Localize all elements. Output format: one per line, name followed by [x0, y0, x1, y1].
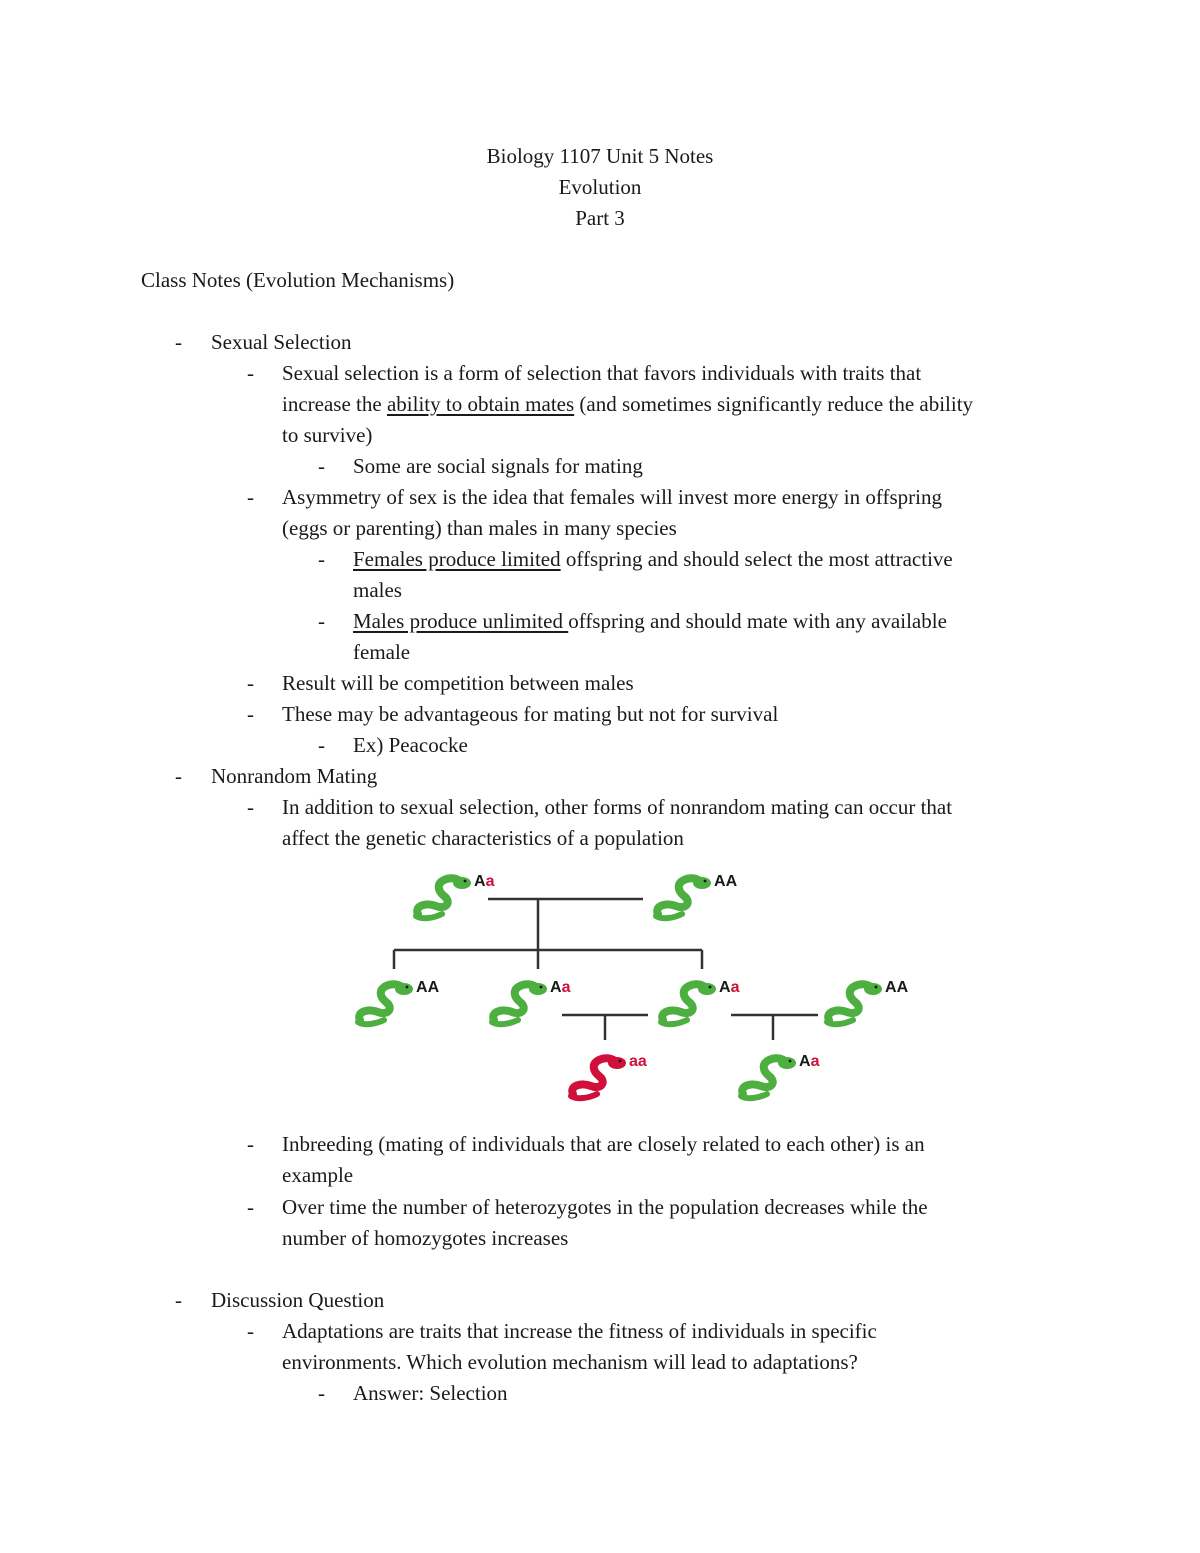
- result-note: Result will be competition between males: [282, 671, 634, 695]
- sexual-selection-definition-line2: [282, 389, 973, 420]
- snake-head-icon: [608, 1057, 626, 1069]
- nonrandom-line2: affect the genetic characteristics of a population: [282, 826, 684, 850]
- sexual-selection-definition-line1: Sexual selection is a form of selection that favors individuals with traits that: [282, 361, 922, 385]
- bullet-dash: -: [175, 764, 182, 788]
- snake-parent1: [416, 873, 495, 918]
- social-signals-note: Some are social signals for mating: [353, 454, 643, 478]
- snake-tail-icon: [661, 1020, 687, 1024]
- females-line2: males: [353, 578, 402, 602]
- snake-eye-icon: [704, 880, 707, 883]
- nonrandom-line1: In addition to sexual selection, other forms of nonrandom mating can occur that: [282, 795, 953, 819]
- snake-eye-icon: [464, 880, 467, 883]
- snake-eye-icon: [789, 1060, 792, 1063]
- genotype-label: [885, 979, 909, 996]
- bullet-dash: -: [247, 795, 254, 819]
- overtime-line2: number of homozygotes increases: [282, 1226, 569, 1250]
- snake-head-icon: [778, 1057, 796, 1069]
- example-note: Ex) Peacocke: [353, 733, 468, 757]
- snake-grand1: [571, 1053, 647, 1098]
- text-fragment: (and sometimes significantly reduce the ability: [574, 392, 974, 416]
- snake-tail-icon: [416, 914, 442, 918]
- inbreeding-line2: example: [282, 1163, 354, 1187]
- allele-2: A: [896, 979, 909, 996]
- bullet-dash: -: [247, 485, 254, 509]
- bullet-dash: -: [247, 1195, 254, 1219]
- snake-eye-icon: [540, 986, 543, 989]
- sexual-selection-definition-line3: to survive): [282, 423, 373, 447]
- allele-1: A: [719, 979, 731, 996]
- snake-child3: [661, 979, 740, 1024]
- bullet-dash: -: [247, 361, 254, 385]
- snake-head-icon: [453, 877, 471, 889]
- title-block: [0, 141, 1200, 234]
- allele-1: A: [550, 979, 562, 996]
- document-part: Part 3: [575, 206, 625, 230]
- genotype-label: [799, 1053, 820, 1070]
- snake-parent2: [656, 873, 738, 918]
- snake-head-icon: [698, 983, 716, 995]
- snake-tail-icon: [741, 1094, 767, 1098]
- discussion-question-line1: Adaptations are traits that increase the fitness of individuals in specific: [282, 1319, 877, 1343]
- snake-child1: [358, 979, 440, 1024]
- snake-eye-icon: [406, 986, 409, 989]
- snake-head-icon: [693, 877, 711, 889]
- advantage-note: These may be advantageous for mating but not for survival: [282, 702, 779, 726]
- underlined-phrase: ability to obtain mates: [386, 392, 575, 416]
- asymmetry-line1: Asymmetry of sex is the idea that females will invest more energy in offspring: [282, 485, 942, 509]
- bullet-dash: -: [318, 609, 325, 633]
- bullet-dash: -: [247, 1132, 254, 1156]
- bullet-dash: -: [247, 671, 254, 695]
- snake-tail-icon: [492, 1020, 518, 1024]
- nonrandom-heading: Nonrandom Mating: [211, 764, 378, 788]
- bullet-dash: -: [247, 1319, 254, 1343]
- allele-2: a: [810, 1053, 820, 1070]
- discussion-question-line2: environments. Which evolution mechanism will lead to adaptations?: [282, 1350, 858, 1374]
- bullet-dash: -: [247, 702, 254, 726]
- discussion-answer: Answer: Selection: [353, 1381, 508, 1405]
- males-line2: female: [353, 640, 411, 664]
- pedigree-lines: [394, 899, 818, 1040]
- text-fragment: offspring and should mate with any available: [568, 609, 947, 633]
- snake-mate: [827, 979, 909, 1024]
- section-heading: Class Notes (Evolution Mechanisms): [141, 268, 455, 292]
- allele-1: A: [416, 979, 428, 996]
- allele-2: a: [561, 979, 571, 996]
- allele-2: a: [485, 873, 495, 890]
- snake-tail-icon: [656, 914, 682, 918]
- genotype-label: [629, 1053, 647, 1070]
- bullet-dash: -: [175, 330, 182, 354]
- inbreeding-line1: Inbreeding (mating of individuals that are closely related to each other) is an: [282, 1132, 925, 1156]
- snake-tail-icon: [358, 1020, 384, 1024]
- bullet-dash: -: [318, 1381, 325, 1405]
- text-fragment: offspring and should select the most attractive: [560, 547, 953, 571]
- asymmetry-line2: (eggs or parenting) than males in many species: [282, 516, 677, 540]
- snake-eye-icon: [619, 1060, 622, 1063]
- snake-tail-icon: [571, 1094, 597, 1098]
- snake-child2: [492, 979, 571, 1024]
- genotype-label: [719, 979, 740, 996]
- bullet-dash: -: [318, 733, 325, 757]
- snake-head-icon: [529, 983, 547, 995]
- overtime-line1: Over time the number of heterozygotes in the population decreases while the: [282, 1195, 928, 1219]
- underlined-phrase: Females produce limited: [353, 547, 561, 571]
- allele-2: a: [730, 979, 740, 996]
- bullet-dash: -: [318, 454, 325, 478]
- document-subtitle: Evolution: [558, 175, 642, 199]
- bullet-dash: -: [318, 547, 325, 571]
- snake-eye-icon: [709, 986, 712, 989]
- allele-1: A: [474, 873, 486, 890]
- females-line1: [353, 544, 953, 575]
- inbreeding-pedigree-diagram: [340, 862, 940, 1112]
- snake-head-icon: [864, 983, 882, 995]
- allele-1: A: [885, 979, 897, 996]
- allele-1: A: [714, 873, 726, 890]
- snake-eye-icon: [875, 986, 878, 989]
- genotype-label: [550, 979, 571, 996]
- text-fragment: increase the: [282, 392, 387, 416]
- allele-2: A: [427, 979, 440, 996]
- snake-grand2: [741, 1053, 820, 1098]
- genotype-label: [474, 873, 495, 890]
- snake-head-icon: [395, 983, 413, 995]
- document-title: Biology 1107 Unit 5 Notes: [486, 144, 714, 168]
- underlined-phrase: Males produce unlimited: [353, 609, 569, 633]
- allele-2: a: [637, 1053, 647, 1070]
- allele-1: A: [799, 1053, 811, 1070]
- genotype-label: [714, 873, 738, 890]
- genotype-label: [416, 979, 440, 996]
- males-line1: [353, 606, 947, 637]
- allele-1: a: [629, 1053, 638, 1070]
- snake-tail-icon: [827, 1020, 853, 1024]
- snake-layer: [358, 873, 909, 1098]
- bullet-dash: -: [175, 1288, 182, 1312]
- sexual-selection-heading: Sexual Selection: [211, 330, 352, 354]
- discussion-heading: Discussion Question: [211, 1288, 385, 1312]
- allele-2: A: [725, 873, 738, 890]
